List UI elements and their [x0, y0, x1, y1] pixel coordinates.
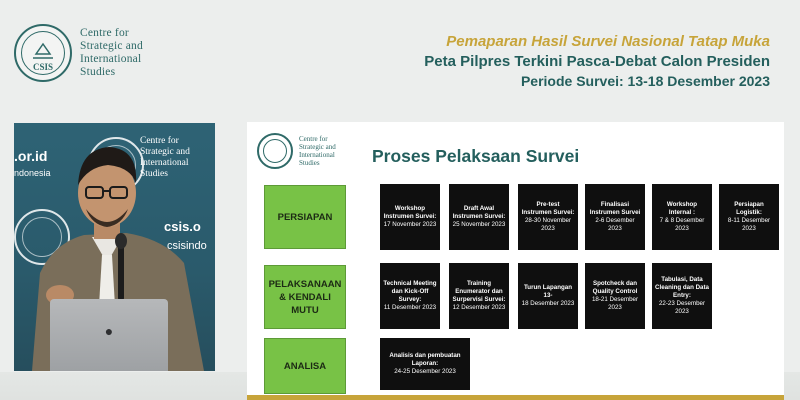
- step-name: Technical Meeting dan Kick-Off Survey:: [383, 280, 437, 303]
- step-name: Turun Lapangan 13-: [523, 284, 572, 299]
- presentation-titles: [424, 32, 770, 91]
- phase-pelaksanaan: PELAKSANAAN & KENDALI MUTU: [264, 265, 346, 329]
- slide-logo-line: International: [299, 151, 335, 159]
- step-date: 22-23 Desember 2023: [658, 300, 706, 315]
- step-date: 24-25 Desember 2023: [394, 368, 456, 375]
- step-date: 11 Desember 2023: [383, 304, 437, 311]
- logo-line: Strategic and: [80, 40, 143, 52]
- backdrop-brand-line: Studies: [140, 169, 168, 179]
- backdrop-handle: csis.o: [164, 219, 201, 234]
- step-name: Training Enumerator dan Surpervisi Survei:: [452, 280, 506, 303]
- seal-label: CSIS: [32, 62, 53, 72]
- phase-analisa: ANALISA: [264, 338, 346, 394]
- step-date: 2-6 Desember 2023: [595, 217, 635, 232]
- slide-seal-icon: [257, 133, 293, 169]
- backdrop-brand-line: International: [140, 158, 189, 168]
- speaker-video: [14, 123, 215, 371]
- slide-logo-line: Centre for: [299, 135, 328, 143]
- logo-line: International: [80, 53, 142, 65]
- step-workshop-instrumen: [380, 184, 440, 250]
- step-name: Tabulasi, Data Cleaning dan Data Entry:: [655, 276, 709, 299]
- step-workshop-internal: [652, 184, 712, 250]
- step-name: Pre-test Instrumen Survei:: [521, 201, 575, 216]
- backdrop-brand-line: Strategic and: [140, 147, 190, 157]
- step-training-enumerator: [449, 263, 509, 329]
- backdrop-brand-line: Centre for: [140, 136, 179, 146]
- step-name: Persiapan Logistik:: [734, 201, 764, 216]
- slide-logo-line: Studies: [299, 159, 320, 167]
- step-spotcheck: [585, 263, 645, 329]
- step-pre-test: [518, 184, 578, 250]
- step-persiapan-logistik: [719, 184, 779, 250]
- slide-logo-wordmark: [299, 135, 336, 167]
- step-name: Workshop Internal :: [666, 201, 698, 216]
- step-turun-lapangan: [518, 263, 578, 329]
- slide-title: Proses Pelaksaan Survei: [372, 146, 580, 166]
- title-period: Periode Survei: 13-18 Desember 2023: [520, 73, 770, 89]
- presentation-slide: [247, 122, 784, 400]
- step-tabulasi: [652, 263, 712, 329]
- logo-wordmark: [80, 27, 143, 79]
- step-technical-meeting: [380, 263, 440, 329]
- step-date: 18-21 Desember 2023: [591, 296, 639, 311]
- csis-seal-icon: [14, 24, 72, 82]
- step-name: Workshop Instrumen Survei:: [383, 205, 437, 220]
- apple-logo-icon: ●: [104, 323, 114, 339]
- backdrop-url: .or.id: [14, 148, 48, 164]
- step-date: 8-11 Desember 2023: [727, 217, 771, 232]
- step-name: Analisis dan pembuatan Laporan:: [389, 352, 461, 367]
- step-name: Draft Awal Instrumen Survei:: [452, 205, 506, 220]
- laptop: [50, 299, 168, 371]
- step-finalisasi: [585, 184, 645, 250]
- step-draft-awal: [449, 184, 509, 250]
- backdrop-country: ndonesia: [14, 168, 51, 178]
- csis-logo: [14, 24, 143, 82]
- step-analisis-laporan: [380, 338, 470, 390]
- step-name: Spotcheck dan Quality Control: [592, 280, 638, 295]
- title-italic: Pemaparan Hasil Survei Nasional Tatap Muka: [446, 33, 770, 50]
- step-date: 12 Desember 2023: [452, 304, 506, 311]
- phase-persiapan: PERSIAPAN: [264, 185, 346, 249]
- step-date: 7 & 8 Desember 2023: [659, 217, 705, 232]
- step-date: 25 November 2023: [452, 221, 506, 228]
- slide-logo: [257, 133, 336, 169]
- step-name: Finalisasi Instrumen Survei: [589, 201, 641, 216]
- step-date: 28-30 November 2023: [524, 217, 572, 232]
- logo-line: Studies: [80, 66, 116, 78]
- step-date: 18 Desember 2023: [521, 300, 575, 307]
- backdrop-handle-secondary: csisindo: [167, 240, 207, 252]
- step-date: 17 November 2023: [383, 221, 437, 228]
- slide-logo-line: Strategic and: [299, 143, 336, 151]
- logo-line: Centre for: [80, 27, 129, 39]
- title-main: Peta Pilpres Terkini Pasca-Debat Calon Presiden: [424, 53, 770, 70]
- slide-bottom-bar: [247, 395, 784, 400]
